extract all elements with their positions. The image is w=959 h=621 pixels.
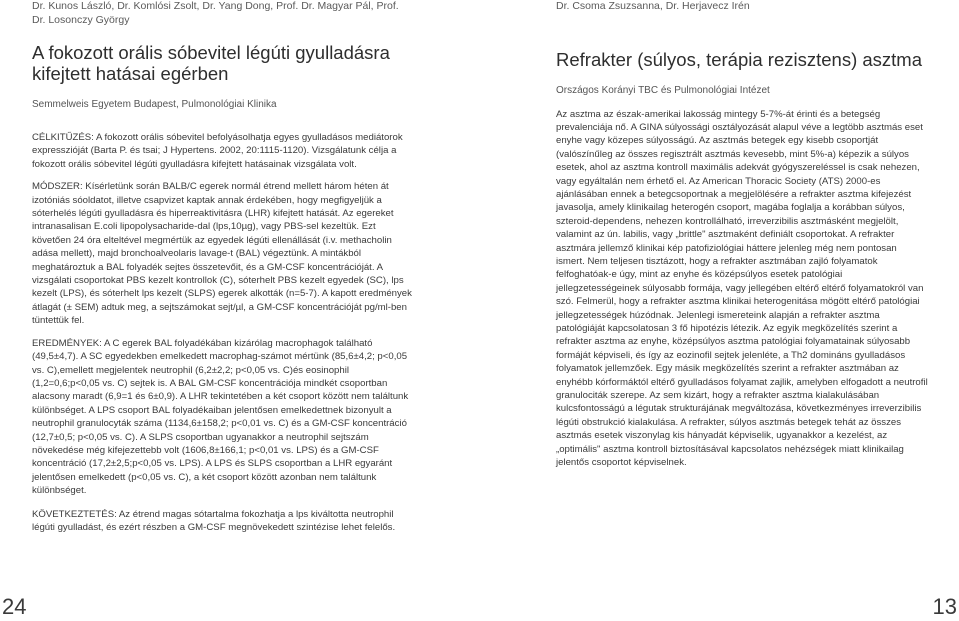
left-aim-paragraph: CÉLKITŰZÉS: A fokozott orális sóbevitel befolyásolhatja egyes gyulladásos mediátorok expresszióját (Barta P. és tsai; J Hypertens. 2002, 20:1115-1120). Vizsgálatunk célja a fokozott orális sóbevitel légúti gyulladásra kifejtett hatásainak vizsgálata volt.	[32, 132, 403, 170]
right-page-number: 13	[932, 594, 957, 619]
left-title: A fokozott orális sóbevitel légúti gyulladásra kifejtett hatásai egérben	[32, 42, 390, 84]
left-institution: Semmelweis Egyetem Budapest, Pulmonológiai Klinika	[32, 99, 277, 110]
right-institution: Országos Korányi TBC és Pulmonológiai Intézet	[556, 84, 770, 96]
left-page-number: 24	[2, 594, 27, 619]
left-conclusion-paragraph: KÖVETKEZTETÉS: Az étrend magas sótartalma fokozhatja a lps kiváltotta neutrophil légúti gyulladást, és ezért részben a GM-CSF megnövekedett szintézise lehet felelős.	[32, 508, 396, 533]
right-authors: Dr. Csoma Zsuzsanna, Dr. Herjavecz Irén	[556, 0, 750, 12]
left-method-paragraph: MÓDSZER: Kísérletünk során BALB/C egerek normál étrend mellett három héten át izotóniás sóoldatot, illetve csapvizet kaptak annak érdekében, hogy megfigyeljük a sóterhelés légúti gyulladásra és hiperreaktivitásra (LHR) kifejtett hatását. Az egereket intranasalisan E.coli lipopolysacharide-dal (lps,10µg), vagy PBS-sel kezeltük. Ezt követően 24 óra elteltével megmértük az egyedek légúti ellenállását (i.v. methacholin adása mellett), majd bronchoalveolaris lavage-t (BAL) végeztünk. A mintákból meghatároztuk a BAL folyadék sejtes összetevőit, és a GM-CSF koncentrációját. A vizsgálati csoportokat PBS kezelt kontrollok (C), sóterhelt PBS kezelt egyedek (SC), lps kezelt (LPS), és sóterhelt lps kezelt (SLPS) egerek alkották (n=5-7). A kapott eredmények átlagát (± SEM) adtuk meg, a sejtszámokat sejt/µl, a GM-CSF koncentrációját pg/ml-ben tüntettük fel.	[32, 181, 412, 327]
right-page-column	[556, 0, 928, 469]
right-body-paragraph: Az asztma az észak-amerikai lakosság mintegy 5-7%-át érinti és a betegség prevalenciája nő. A GINA súlyossági osztályozását alapul véve a legtöbb asztmás eset enyhe vagy közepes súlyosságú. Az asztmás betegek egy kisebb csoportját (valószínűleg az összes regisztrált asztmás kevesebb, mint 5%-a) képezik a súlyos esetek, ahol az asztma kontroll maximális adekvát gyógyszereléssel is csak nehezen, vagy egyáltalán nem érhető el. Az American Thoracic Society (ATS) 2000-es ajánlásában ennek a betegcsoportnak a megjelölésére a refrakter asztma kifejezést javasolja, amely klinikailag heterogén csoport, magába foglalja a korábban súlyos, szteroid-dependens, nehezen kontrollálható, irreverzibilis asztmásként megjelölt, valamint az ún. labilis, vagy „brittle" asztmaként definiált csoportokat. A refrakter asztmára jellemző klinikai kép patofiziológiai háttere jelenleg még nem pontosan ismert. Nem teljesen tisztázott, hogy a refrakter asztmában zajló folyamatok felfoghatóak-e úgy, mint az enyhe és középsúlyos esetek patológiai jellegzetességeinek súlyosabb formája, vagy jellegében eltérő eltérő folyamatokról van szó. Felmerül, hogy a refrakter asztma klinikai heterogenitása mögött eltérő patológiai jellegzetességek húzódnak. Jelenlegi ismereteink alapján a refrakter asztma patológiáját kapcsolatosan 3 fő hipotézis létezik. Az egyik megközelítés szerint a refrakter asztma az enyhe, középsúlyos asztma patológiai folyamatainak súlyosabb formáját képviseli, és így az eozinofil sejtek jelenléte, a Th2 domináns gyulladásos folyamatok jellemzőek. Egy másik megközelítés szerint a refrakter asztmában az enyhébb kórformáktól eltérő gyulladásos folyamat zajlik, amelyben elfogadott a neutrofil granulociták szerepe. Az sem kizárt, hogy a refrakter asztma kialakulásában kulcsfontosságú a légutak strukturájának megváltozása, következményes irreverzibilis légúti obstrukció kialakulása. A refrakter, súlyos asztmás betegek tehát az összes asztmás esetek viszonylag kis hányadát képviselik, ugyanakkor a kezelést, az „optimális" asztma kontroll biztosításával kapcsolatos nehézségek miatt klinikailag jelentős csoportot képviselnek.	[556, 108, 928, 469]
left-results-paragraph: EREDMÉNYEK: A C egerek BAL folyadékában kizárólag macrophagok található (49,5±4,7). A SC egyedekben emelkedett macrophag-számot mértünk (85,6±4,2; p<0,05 vs. C),emellett megjelentek neutrophil (6,2±2,2; p<0,05 vs. C)és eosinophil (1,2=0,6;p<0,05 vs. C) sejtek is. A BAL GM-CSF koncentrációja mindkét csoportban alacsony maradt (6,9=1 és 6±0,9). A LHR tekintetében a két csoport között nem találtunk különbséget. A LPS csoport BAL folyadékaiban jelentősen emelkedettnek bizonyult a neutrophil granulocyták száma (1134,6±158,2; p<0,01 vs. C) és a GM-CSF koncentráció (12,7±0,5; p<0,05 vs. C). A SLPS csoportban ugyanakkor a neutrophil sejtszám növekedése még kifejezettebb volt (1606,8±166,1; p<0,01 vs. LPS) és a GM-CSF koncentráció (17,2±2,5;p<0,05 vs. LPS). A LPS és SLPS csoportban a LHR egyaránt jelentősen emelkedett (p<0,05 vs. C), a két csoport között azonban nem találtunk különbséget.	[32, 337, 409, 497]
left-page-column	[32, 0, 414, 534]
left-authors: Dr. Kunos László, Dr. Komlósi Zsolt, Dr. Yang Dong, Prof. Dr. Magyar Pál, Prof. Dr. Losonczy György	[32, 0, 399, 26]
right-title: Refrakter (súlyos, terápia rezisztens) asztma	[556, 48, 923, 70]
